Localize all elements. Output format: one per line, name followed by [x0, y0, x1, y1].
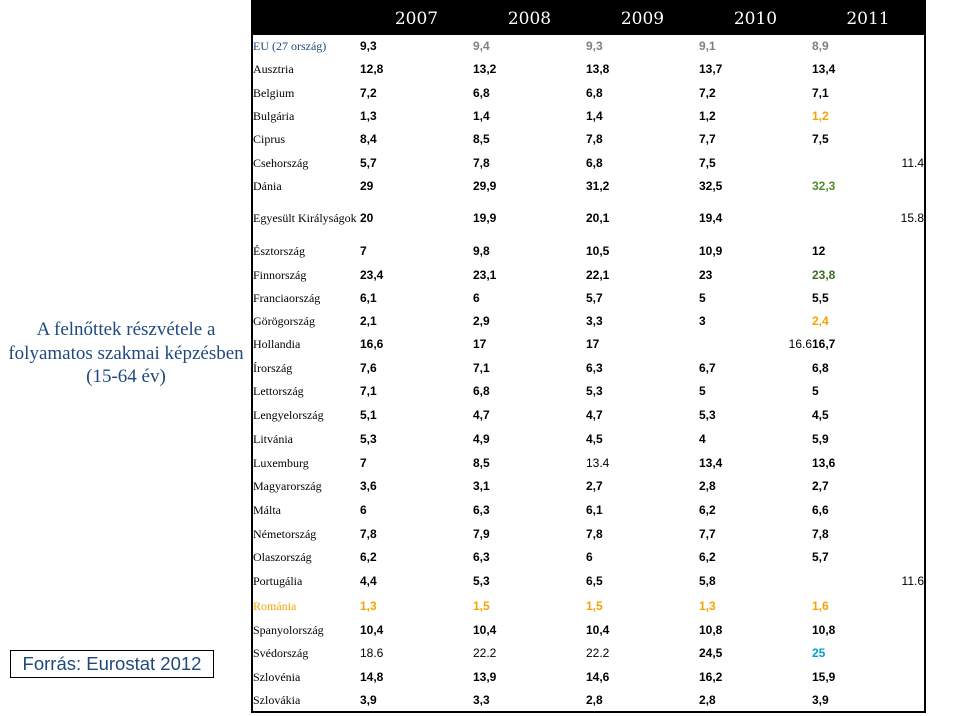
table-row [252, 175, 925, 198]
table-row [252, 403, 925, 426]
value-cell: 1,4 [586, 109, 603, 124]
value-cell: 6,8 [473, 85, 490, 100]
value-cell: 6,8 [586, 85, 603, 100]
country-cell: Finnország [253, 268, 307, 283]
value-cell: 7,1 [812, 85, 829, 100]
value-cell: 7,6 [360, 360, 377, 375]
value-cell: 6,2 [360, 550, 377, 565]
country-cell: Észtország [253, 244, 305, 259]
country-cell: Portugália [253, 574, 303, 589]
value-cell: 13,4 [699, 455, 723, 470]
table-row [252, 128, 925, 151]
value-cell: 6,8 [586, 155, 603, 170]
value-cell: 13,9 [473, 670, 497, 685]
value-cell: 23,4 [360, 268, 384, 283]
country-cell: Szlovénia [253, 670, 301, 685]
value-cell: 13,7 [699, 62, 723, 77]
value-cell: 2,8 [586, 693, 603, 708]
value-cell: 5,3 [699, 407, 716, 422]
value-cell: 17 [473, 337, 487, 352]
country-cell: Olaszország [253, 550, 312, 565]
value-cell: 6,3 [473, 550, 490, 565]
country-cell: Csehország [253, 155, 309, 170]
value-cell: 6,2 [699, 502, 716, 517]
value-cell: 6,8 [473, 384, 490, 399]
value-cell: 31,2 [586, 179, 610, 194]
value-cell: 9,1 [699, 39, 716, 54]
value-cell: 3,3 [473, 693, 490, 708]
value-cell: 7,7 [699, 526, 716, 541]
table-row [252, 151, 925, 174]
value-cell: 8,5 [473, 455, 490, 470]
value-cell: 10,5 [586, 244, 610, 259]
value-cell: 2,7 [586, 478, 603, 493]
value-cell: 16.6 [788, 337, 812, 352]
value-cell: 7,9 [473, 526, 490, 541]
value-cell: 13.4 [586, 455, 610, 470]
value-cell: 2,7 [812, 478, 829, 493]
value-cell: 32,5 [699, 179, 723, 194]
table-row [252, 35, 925, 57]
value-cell: 8,5 [473, 132, 490, 147]
value-cell: 5 [699, 291, 706, 306]
table-body [252, 35, 925, 712]
country-cell: Luxemburg [253, 455, 309, 470]
value-cell: 9,3 [586, 39, 603, 54]
value-cell: 2,8 [699, 693, 716, 708]
value-cell: 11.6 [901, 574, 924, 589]
table-row [252, 641, 925, 664]
value-cell: 4,5 [586, 431, 603, 446]
value-cell: 3,1 [473, 478, 490, 493]
country-cell: Egyesült Királyságok [253, 211, 357, 226]
value-cell: 6,1 [586, 502, 603, 517]
table-row [252, 263, 925, 286]
table-row [252, 333, 925, 356]
value-cell: 18.6 [360, 646, 384, 661]
value-cell: 19,4 [699, 211, 723, 226]
value-cell: 7,8 [360, 526, 377, 541]
table-row [252, 426, 925, 450]
table-row [252, 689, 925, 712]
table-row [252, 498, 925, 522]
value-cell: 17 [586, 337, 600, 352]
value-cell: 7,2 [699, 85, 716, 100]
value-cell: 5,7 [586, 291, 603, 306]
value-cell: 1,5 [586, 598, 603, 613]
value-cell: 29 [360, 179, 374, 194]
year-header: 2010 [699, 1, 812, 35]
table-row [252, 198, 925, 239]
value-cell: 5,3 [360, 431, 377, 446]
value-cell: 2,8 [699, 478, 716, 493]
value-cell: 6,1 [360, 291, 377, 306]
value-cell: 7,5 [699, 155, 716, 170]
value-cell: 4,9 [473, 431, 490, 446]
value-cell: 7,8 [473, 155, 490, 170]
value-cell: 12 [812, 244, 826, 259]
value-cell: 1,3 [360, 109, 377, 124]
value-cell: 22.2 [586, 646, 610, 661]
country-cell: Görögország [253, 314, 315, 329]
source-box: Forrás: Eurostat 2012 [10, 650, 214, 678]
year-header: 2007 [360, 1, 473, 35]
value-cell: 20,1 [586, 211, 610, 226]
value-cell: 7,1 [473, 360, 490, 375]
table-row [252, 310, 925, 332]
value-cell: 10,4 [473, 622, 497, 637]
table-row [252, 569, 925, 593]
value-cell: 7 [360, 244, 367, 259]
value-cell: 1,4 [473, 109, 490, 124]
value-cell: 3,6 [360, 478, 377, 493]
table-row [252, 57, 925, 80]
value-cell: 23,1 [473, 268, 497, 283]
country-cell: Lengyelország [253, 407, 324, 422]
value-cell: 7,2 [360, 85, 377, 100]
value-cell: 1,2 [812, 109, 829, 124]
country-cell: Spanyolország [253, 622, 324, 637]
value-cell: 10,4 [586, 622, 610, 637]
table-row [252, 379, 925, 402]
value-cell: 11.4 [901, 155, 924, 170]
value-cell: 4,7 [586, 407, 603, 422]
value-cell: 22,1 [586, 268, 610, 283]
value-cell: 13,2 [473, 62, 497, 77]
value-cell: 1,6 [812, 598, 829, 613]
value-cell: 1,2 [699, 109, 716, 124]
table-row [252, 474, 925, 497]
value-cell: 14,6 [586, 670, 610, 685]
value-cell: 16,6 [360, 337, 384, 352]
value-cell: 32,3 [812, 179, 836, 194]
country-cell: Lettország [253, 384, 304, 399]
value-cell: 5,7 [812, 550, 829, 565]
value-cell: 5,7 [360, 155, 377, 170]
value-cell: 7,7 [699, 132, 716, 147]
value-cell: 14,8 [360, 670, 384, 685]
table-row [252, 522, 925, 545]
value-cell: 16,7 [812, 337, 836, 352]
country-cell: Belgium [253, 85, 295, 100]
value-cell: 2,1 [360, 314, 377, 329]
value-cell: 5,1 [360, 407, 377, 422]
year-header: 2008 [473, 1, 586, 35]
value-cell: 7,8 [812, 526, 829, 541]
table-row [252, 356, 925, 379]
value-cell: 5,5 [812, 291, 829, 306]
value-cell: 23,8 [812, 268, 836, 283]
value-cell: 2,4 [812, 314, 829, 329]
country-cell: Dánia [253, 179, 282, 194]
value-cell: 7,1 [360, 384, 377, 399]
value-cell: 7,8 [586, 526, 603, 541]
value-cell: 4,4 [360, 574, 377, 589]
table-row [252, 546, 925, 569]
value-cell: 6,3 [586, 360, 603, 375]
year-header: 2009 [586, 1, 699, 35]
value-cell: 6,7 [699, 360, 716, 375]
value-cell: 7,5 [812, 132, 829, 147]
table-row [252, 451, 925, 474]
country-cell: Svédország [253, 646, 309, 661]
value-cell: 10,9 [699, 244, 723, 259]
country-cell: Németország [253, 526, 317, 541]
country-cell: EU (27 ország) [253, 39, 327, 54]
value-cell: 24,5 [699, 646, 723, 661]
country-cell: Bulgária [253, 109, 295, 124]
value-cell: 8,9 [812, 39, 829, 54]
side-title: A felnőttek részvétele a folyamatos szakmai képzésben (15-64 év) [8, 319, 244, 387]
value-cell: 2,9 [473, 314, 490, 329]
value-cell: 5,9 [812, 431, 829, 446]
country-cell: Málta [253, 502, 281, 517]
table-row [252, 104, 925, 127]
header-row [252, 1, 925, 35]
value-cell: 5,8 [699, 574, 716, 589]
value-cell: 1,5 [473, 598, 490, 613]
country-cell: Litvánia [253, 431, 293, 446]
value-cell: 7 [360, 455, 367, 470]
value-cell: 7,8 [586, 132, 603, 147]
country-cell: Franciaország [253, 291, 321, 306]
table-row [252, 665, 925, 689]
value-cell: 3,3 [586, 314, 603, 329]
value-cell: 6,5 [586, 574, 603, 589]
value-cell: 6 [473, 291, 480, 306]
value-cell: 15,9 [812, 670, 836, 685]
value-cell: 6 [360, 502, 367, 517]
value-cell: 6,8 [812, 360, 829, 375]
table-row [252, 239, 925, 263]
country-cell: Hollandia [253, 337, 301, 352]
value-cell: 5,3 [473, 574, 490, 589]
country-cell: Ausztria [253, 62, 294, 77]
value-cell: 25 [812, 646, 826, 661]
value-cell: 16,2 [699, 670, 723, 685]
value-cell: 4 [699, 431, 706, 446]
value-cell: 9,3 [360, 39, 377, 54]
value-cell: 12,8 [360, 62, 384, 77]
table-row [252, 618, 925, 641]
value-cell: 6,6 [812, 502, 829, 517]
value-cell: 1,3 [360, 598, 377, 613]
table-row [252, 594, 925, 618]
value-cell: 6,3 [473, 502, 490, 517]
header-corner [252, 1, 360, 35]
value-cell: 10,4 [360, 622, 384, 637]
value-cell: 1,3 [699, 598, 716, 613]
country-cell: Magyarország [253, 478, 322, 493]
value-cell: 5 [812, 384, 819, 399]
country-cell: Románia [253, 598, 297, 613]
value-cell: 29,9 [473, 179, 497, 194]
country-cell: Ciprus [253, 132, 286, 147]
table-row [252, 81, 925, 104]
value-cell: 23 [699, 268, 713, 283]
value-cell: 4,5 [812, 407, 829, 422]
data-table [251, 0, 926, 713]
value-cell: 8,4 [360, 132, 377, 147]
value-cell: 13,8 [586, 62, 610, 77]
table-row [252, 287, 925, 310]
value-cell: 19,9 [473, 211, 497, 226]
value-cell: 10,8 [699, 622, 723, 637]
value-cell: 15.8 [900, 211, 924, 226]
value-cell: 5,3 [586, 384, 603, 399]
value-cell: 6,2 [699, 550, 716, 565]
value-cell: 3,9 [812, 693, 829, 708]
value-cell: 6 [586, 550, 593, 565]
value-cell: 3,9 [360, 693, 377, 708]
value-cell: 20 [360, 211, 374, 226]
value-cell: 22.2 [473, 646, 497, 661]
country-cell: Szlovákia [253, 693, 301, 708]
value-cell: 3 [699, 314, 706, 329]
country-cell: Írország [253, 360, 293, 375]
value-cell: 9,8 [473, 244, 490, 259]
year-header: 2011 [812, 1, 925, 35]
value-cell: 5 [699, 384, 706, 399]
value-cell: 13,6 [812, 455, 836, 470]
value-cell: 10,8 [812, 622, 836, 637]
value-cell: 4,7 [473, 407, 490, 422]
value-cell: 13,4 [812, 62, 836, 77]
value-cell: 9,4 [473, 39, 490, 54]
